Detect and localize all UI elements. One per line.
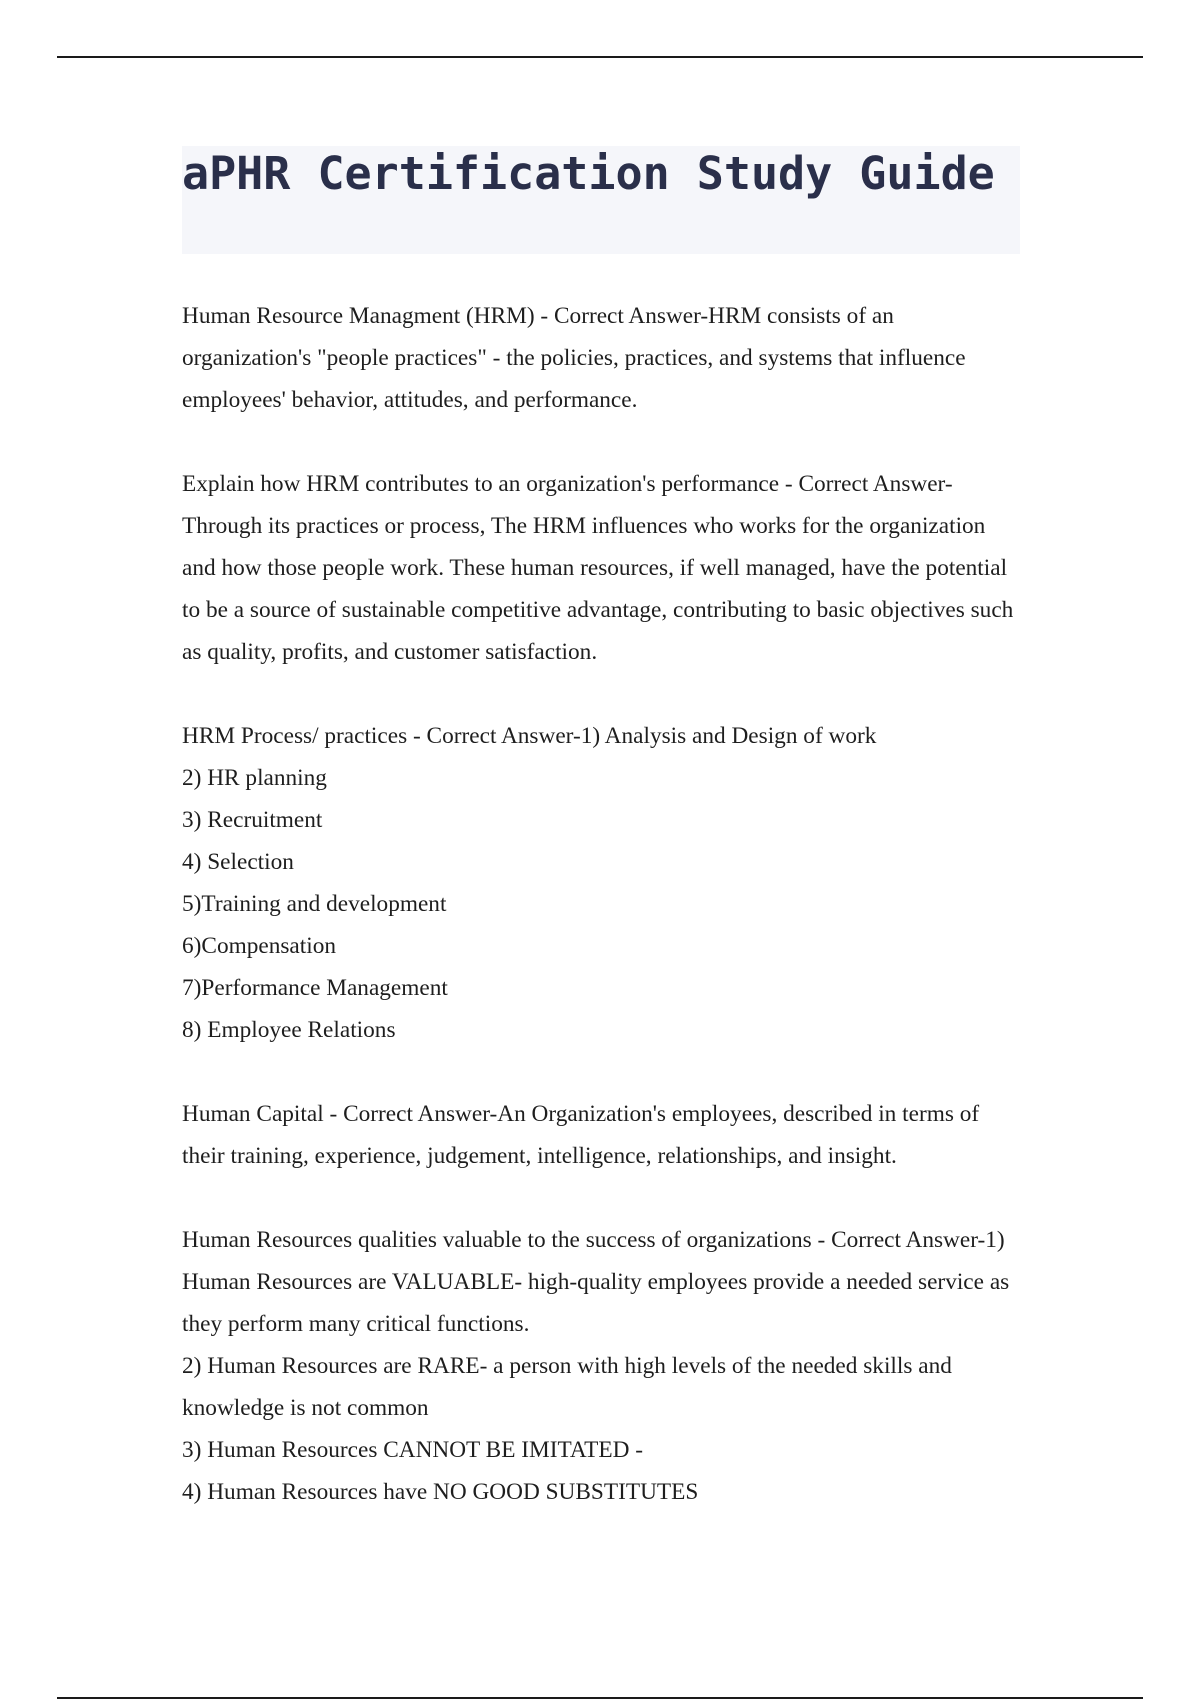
entry-human-capital: Human Capital - Correct Answer-An Organization's employees, described in terms of their training, experience, judgement, intelligence, relationships, and insight. [182, 1101, 980, 1169]
bottom-divider [57, 1697, 1143, 1699]
entry-hrm-contribution: Explain how HRM contributes to an organization's performance - Correct Answer-Through its practices or process, The HRM influences who works for the organization and how those people work. These human resources, if well managed, have the potential to be a source of sustainable competitive advantage, contributing to basic objectives such as quality, profits, and customer satisfaction. [182, 471, 1014, 665]
title-banner [182, 146, 1020, 254]
document-body [182, 146, 1020, 1555]
entry-hrm-definition: Human Resource Managment (HRM) - Correct Answer-HRM consists of an organization's "people practices" - the policies, practices, and systems that influence employees' behavior, attitudes, and performance. [182, 303, 966, 413]
top-divider [57, 56, 1143, 58]
entry-hr-qualities: Human Resources qualities valuable to the success of organizations - Correct Answer-1) Human Resources are VALUABLE- high-quality employees provide a needed service as they perform many critical functions. 2) Human Resources are RARE- a person with high levels of the needed skills and knowledge is not common 3) Human Resources CANNOT BE IMITATED - 4) Human Resources have NO GOOD SUBSTITUTES [182, 1227, 1010, 1505]
entry-hrm-practices: HRM Process/ practices - Correct Answer-1) Analysis and Design of work 2) HR planning 3) Recruitment 4) Selection 5)Training and development 6)Compensation 7)Performance Management 8) Employee Relations [182, 723, 877, 1043]
document-title: aPHR Certification Study Guide [182, 147, 995, 200]
